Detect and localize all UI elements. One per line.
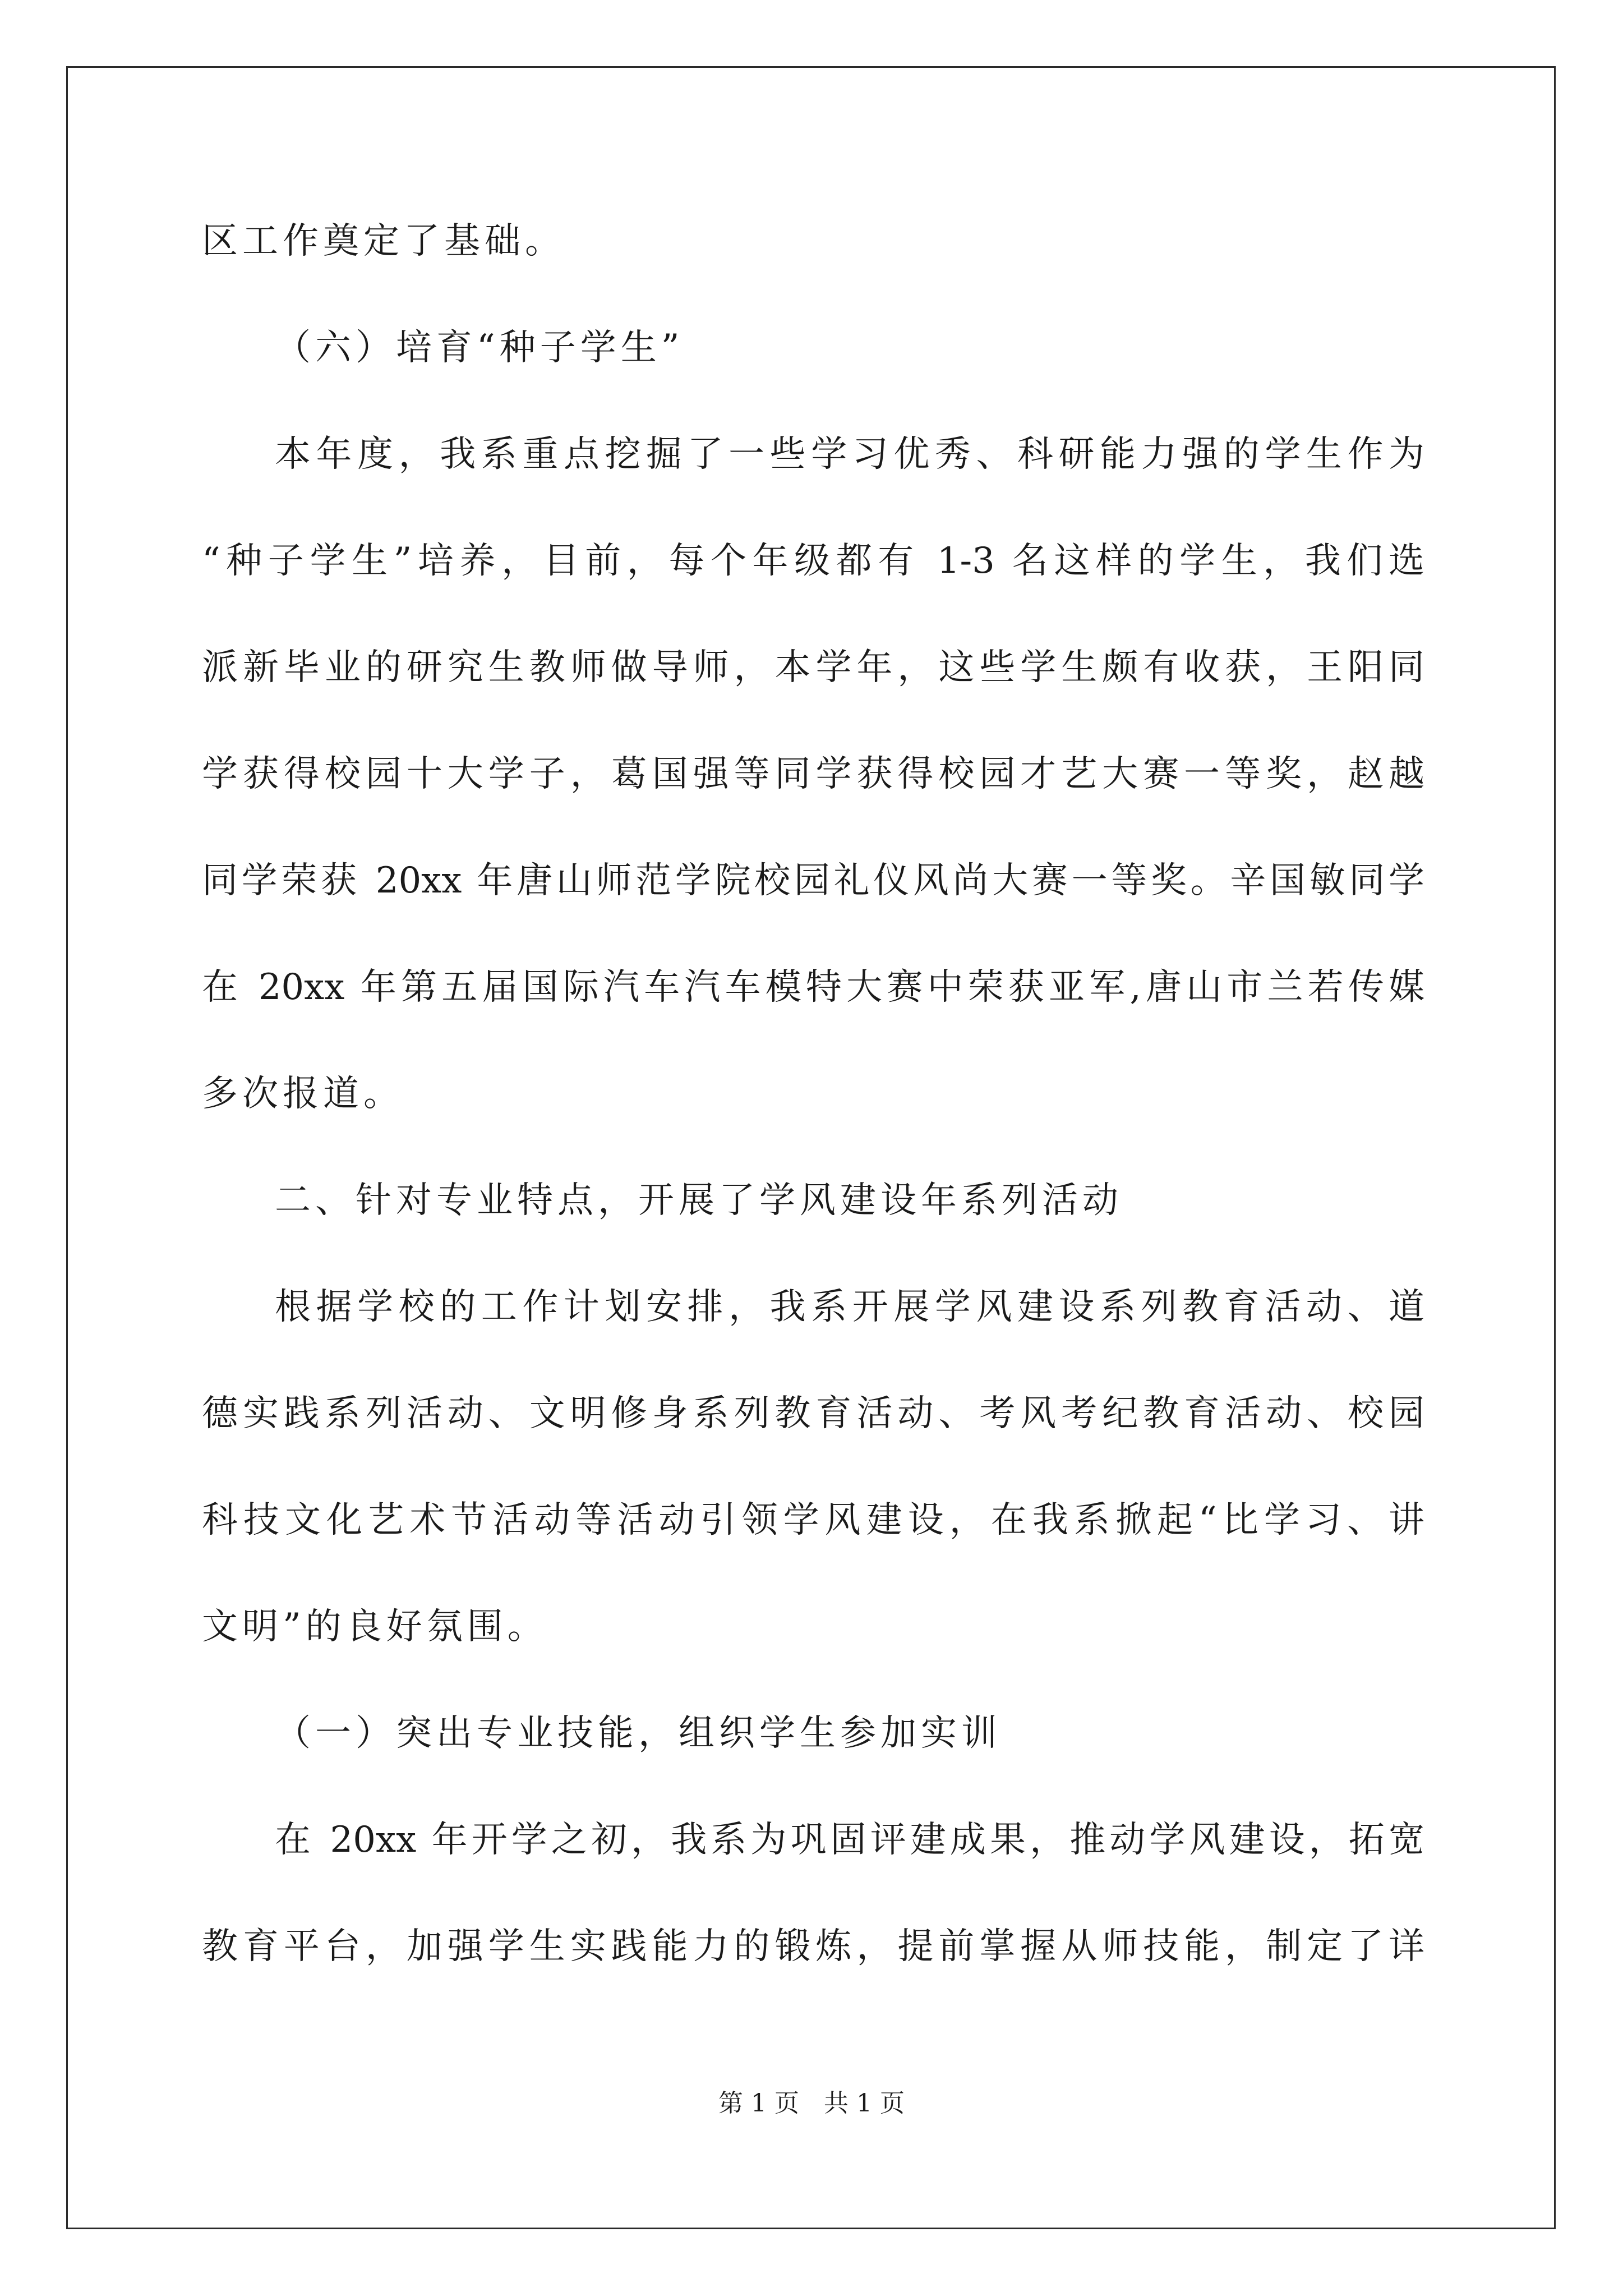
page-number: 第 1 页 [718, 2089, 799, 2118]
page-border [66, 66, 1556, 2229]
page-footer [0, 2087, 1623, 2120]
paragraph-line: 在 20xx 年开学之初，我系为巩固评建成果，推动学风建设，拓宽 [275, 1819, 1424, 1861]
paragraph-line: 在 20xx 年第五届国际汽车汽车模特大赛中荣获亚军,唐山市兰若传媒 [202, 967, 1424, 1008]
paragraph-line: 德实践系列活动、文明修身系列教育活动、考风考纪教育活动、校园 [202, 1393, 1424, 1434]
paragraph-line: 文明”的良好氛围。 [202, 1606, 548, 1648]
paragraph-line: 派新毕业的研究生教师做导师，本学年，这些学生颇有收获，王阳同 [202, 647, 1424, 688]
paragraph-line: 教育平台，加强学生实践能力的锻炼，提前掌握从师技能，制定了详 [202, 1926, 1424, 1967]
paragraph-line: 科技文化艺术节活动等活动引领学风建设，在我系掀起“比学习、讲 [202, 1499, 1424, 1541]
paragraph-line: 根据学校的工作计划安排，我系开展学风建设系列教育活动、道 [275, 1286, 1424, 1328]
paragraph-line: 同学荣获 20xx 年唐山师范学院校园礼仪风尚大赛一等奖。辛国敏同学 [202, 860, 1424, 901]
page-total: 共 1 页 [824, 2089, 905, 2118]
text-line-continuation: 区工作奠定了基础。 [202, 220, 565, 262]
subheading-cultivate-seed-students: （六）培育“种子学生” [275, 327, 684, 369]
paragraph-line: “种子学生”培养，目前，每个年级都有 1-3 名这样的学生，我们选 [202, 540, 1424, 582]
subheading-professional-skills: （一）突出专业技能，组织学生参加实训 [275, 1713, 1002, 1754]
paragraph-line: 学获得校园十大学子，葛国强等同学获得校园才艺大赛一等奖，赵越 [202, 753, 1424, 795]
paragraph-line: 本年度，我系重点挖掘了一些学习优秀、科研能力强的学生作为 [275, 434, 1424, 475]
paragraph-line: 多次报道。 [202, 1073, 404, 1115]
heading-section-two: 二、针对专业特点，开展了学风建设年系列活动 [275, 1180, 1123, 1221]
